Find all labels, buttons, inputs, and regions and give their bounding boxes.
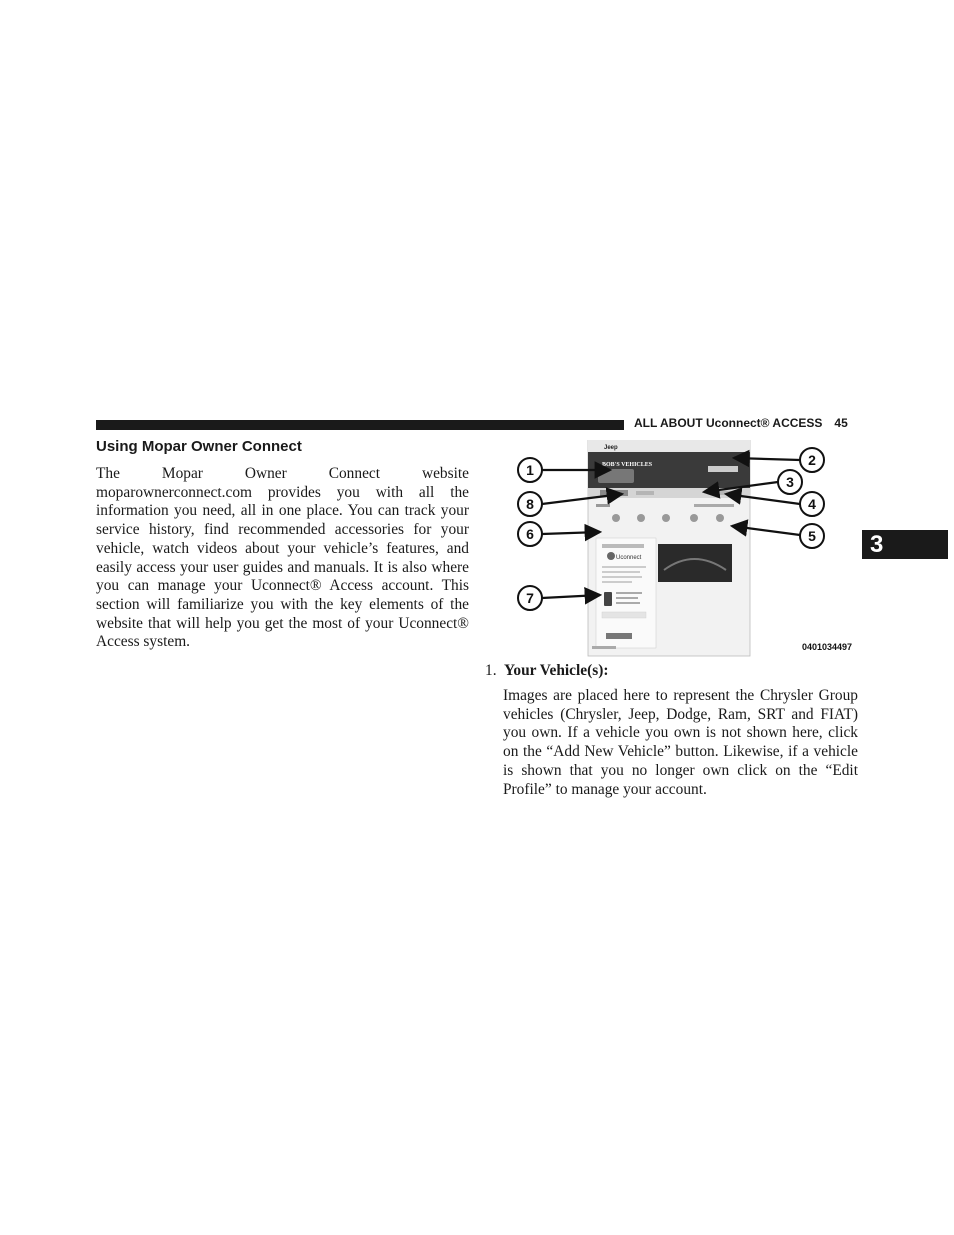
website-screenshot [588,440,750,656]
list-item-title: Your Vehicle(s): [504,662,609,679]
svg-text:2: 2 [808,452,816,468]
callout-7 [518,586,542,610]
chapter-tab [862,530,948,559]
figure-illustration [504,440,856,658]
screenshot-logo: Uconnect [616,555,642,561]
callout-8 [518,492,542,516]
callout-6 [518,522,542,546]
svg-text:6: 6 [526,526,534,542]
screenshot-heading: BOB'S VEHICLES [602,462,653,468]
callout-2 [800,448,824,472]
svg-text:3: 3 [786,474,794,490]
svg-text:5: 5 [808,528,816,544]
callout-1 [518,458,542,482]
callout-3 [778,470,802,494]
image-code: 0401034497 [801,642,852,652]
website-figure [504,440,856,658]
section-body: The Mopar Owner Connect website moparownerconnect.com provides you with all the information you need, all in one place. You can track your service history, find recommended accessories for your vehicle, watch videos about your vehicle’s features, and easily access your user guides and manuals. It is also where you can manage your Uconnect® Access account. This section will familiarize you with the key elements of the website that will help you get the most of your Uconnect® Access system. [96,465,469,651]
svg-text:7: 7 [526,590,534,606]
section-title: Using Mopar Owner Connect [96,438,302,455]
list-item-text: Images are placed here to represent the Chrysler Group vehicles (Chrysler, Jeep, Dodge, Ram, SRT and FIAT) you own. If a vehicle you own is not shown here, click on the “Add New Vehicle” button. Likewise, if a vehicle is shown that you no longer own click on the “Edit Profile” to manage your account. [503,687,858,798]
running-header [634,416,848,430]
screenshot-brand: Jeep [604,445,618,451]
chapter-title: ALL ABOUT Uconnect® ACCESS [634,416,823,430]
header-rule [96,420,624,430]
page-number: 45 [834,416,848,430]
list-item-number: 1. [485,662,497,679]
callout-5 [800,524,824,548]
chapter-number: 3 [870,531,884,558]
svg-text:1: 1 [526,462,534,478]
svg-text:4: 4 [808,496,816,512]
svg-text:8: 8 [526,496,534,512]
callout-4 [800,492,824,516]
